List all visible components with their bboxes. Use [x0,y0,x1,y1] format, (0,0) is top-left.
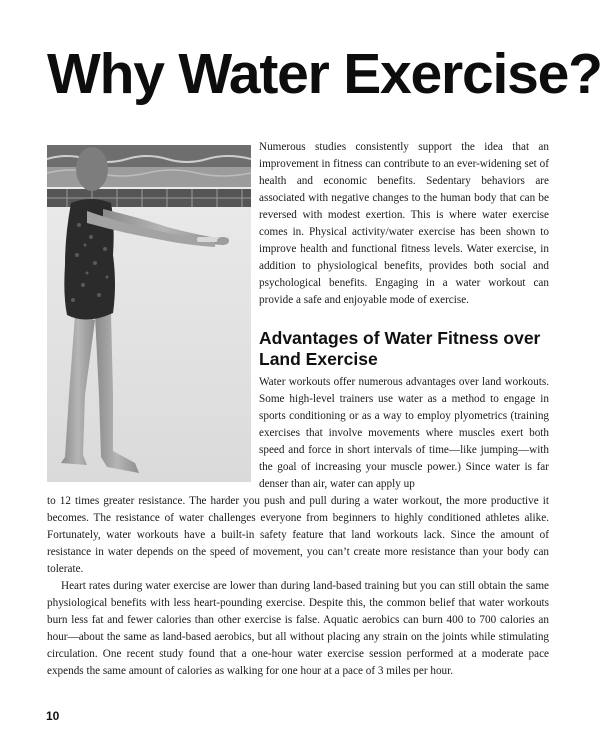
photo-illustration [47,145,251,482]
section-heading [259,328,549,370]
intro-paragraph [259,139,549,309]
body-line: power.) Since water is far denser than air, water can apply up [259,461,549,490]
intro-line: that can be reversed with modest exertion. This is where [259,192,549,221]
body-line: to engage in sports conditioning or as a way to employ [259,393,549,422]
body-line: it becomes. The resistance of water challenges everyone from beginners to highly conditioned athletes [47,495,550,524]
section-heading-line: Land Exercise [259,349,378,369]
body-line: workouts. Some high-level trainers use water as a method [259,376,549,405]
body-line: same physiological benefits with less heart-pounding exercise. Despite this, the common belief that water [47,580,549,609]
body-line: where muscles exert both speed and force in short intervals of [259,427,549,456]
heart-rate-paragraph [47,578,549,680]
intro-line: improvement in fitness can contribute to an ever-widening [259,158,522,170]
intro-line: Numerous studies consistently support the idea that an [259,141,549,153]
body-line: plyometrics (training exercises that involve movements [259,410,550,439]
intro-line: set of health and economic benefits. Sedentary behaviors [259,158,549,187]
photo-woman-exercising [47,145,251,482]
section-heading-line: Advantages of Water Fitness over [259,328,541,348]
intro-line: water exercise comes in. Physical activity/water exercise has [259,209,549,238]
page-title: Why Water Exercise? [47,42,602,106]
advantages-paragraph-wrap [259,374,549,493]
body-line: tolerate. [47,563,84,575]
body-line: calories an hour—about the same as land-based aerobics, but all without placing any strain on the joints [47,614,549,643]
intro-line: Water exercise, in addition to physiological benefits, provides [259,243,549,272]
intro-line: workout can provide a safe and enjoyable mode of exercise. [259,277,549,306]
body-line: alike. Fortunately, water workouts have a built-in safety feature that land workouts lack. Since the amount of [47,512,549,541]
body-line: Water workouts offer numerous advantages over land [259,376,502,388]
body-line: to 12 times greater resistance. The harder you push and pull during a water workout, the more productive [47,495,539,507]
body-line: Heart rates during water exercise are lower than during land-based training but you can still obtain the [61,580,523,592]
body-line: moderate pace expends the same amount of calories as walking for one hour at a pace of 3 miles per hour. [47,648,550,677]
advantages-paragraph-continued [47,493,549,578]
body-line: time—like jumping—with the goal of increasing your muscle [259,444,549,473]
body-line: while stimulating circulation. One recent study found that a one-hour water exercise session performed at a [47,631,550,660]
intro-line: both social and psychological benefits. Engaging in a water [259,260,550,289]
intro-line: been shown to improve health and functional fitness levels. [259,226,549,255]
page-number: 10 [46,709,60,723]
intro-line: are associated with negative changes to the human body [259,175,549,204]
body-line: resistance in water depends on the speed of movement, you can’t create more resistance than your body can [47,546,549,558]
body-line: workouts burn less fat and fewer calories than other exercise is false. Aquatic aerobics can burn 400 to 700 [47,597,550,626]
